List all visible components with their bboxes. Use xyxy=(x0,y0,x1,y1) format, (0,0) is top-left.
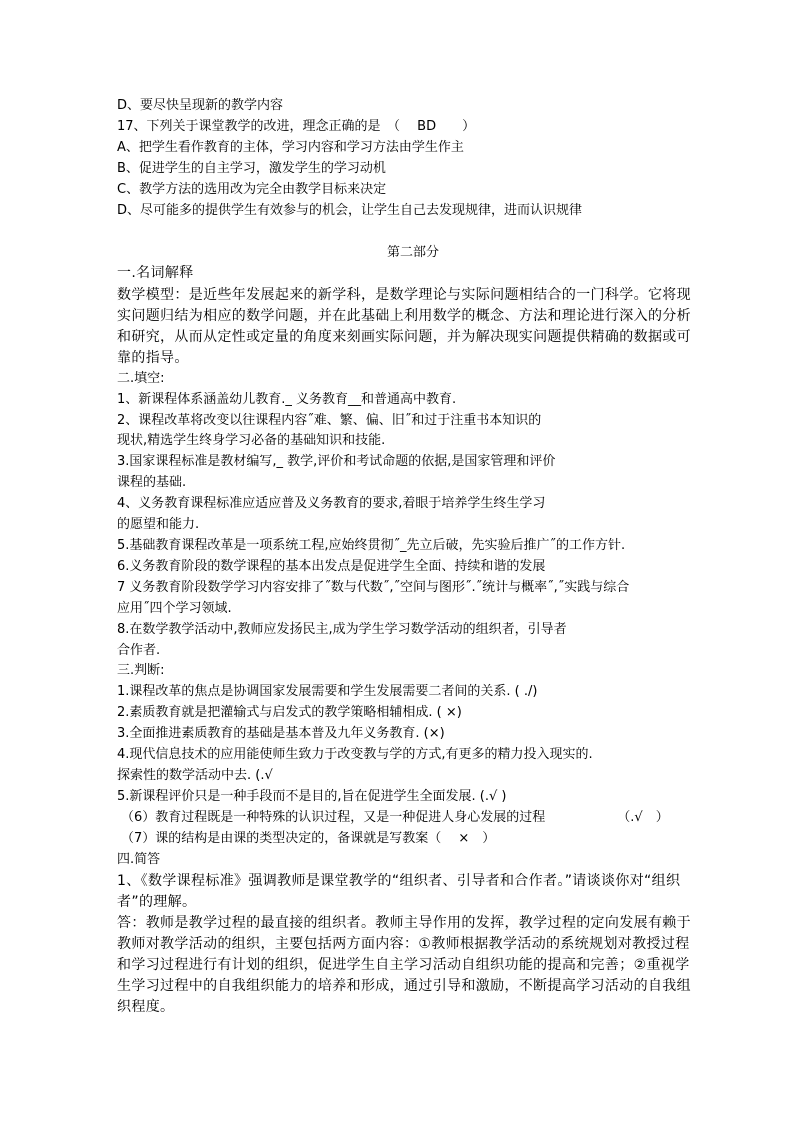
fill-line: 6.义务教育阶段的数学课程的基本出发点是促进学生全面、持续和谐的发展 xyxy=(117,559,546,574)
judge-item-6-text: （6）教育过程既是一种特殊的认识过程，又是一种促进人身心发展的过程 xyxy=(121,810,546,825)
fill-line: 2、课程改革将改变以往课程内容˝难、繁、偏、旧˝和过于注重书本知识的 xyxy=(117,413,542,428)
terms-line: 数学模型：是近些年发展起来的新学科，是数学理论与实际问题相结合的一门科学。它将现 xyxy=(117,287,691,303)
judge-item-6 xyxy=(121,808,669,828)
terms-line: 靠的指导。 xyxy=(117,350,189,366)
fill-line: 合作者. xyxy=(117,643,161,658)
part-two-heading: 第二部分 xyxy=(386,245,439,260)
fill-line: 8.在数学教学活动中,教师应发扬民主,成为学生学习数学活动的组织者，引导者 xyxy=(117,622,567,637)
judge-item-6-answer: （.√ ） xyxy=(617,810,669,825)
judge-line: 5.新课程评价只是一种手段而不是目的,旨在促进学生全面发展. (.√ ) xyxy=(117,789,507,804)
judge-item-7: （7）课的结构是由课的类型决定的，备课就是写教案（ × ） xyxy=(121,831,496,846)
q17-stem: 17、下列关于课堂教学的改进，理念正确的是 （ BD ） xyxy=(117,119,476,134)
q17-option-c: C、教学方法的选用改为完全由教学目标来决定 xyxy=(117,182,387,197)
fill-line: 的愿望和能力. xyxy=(117,517,200,532)
q16-option-d: D、要尽快呈现新的教学内容 xyxy=(117,98,284,113)
short-question-line: 1、《数学课程标准》强调教师是课堂教学的“组织者、引导者和合作者。”请谈谈你对“组织 xyxy=(117,873,681,889)
judge-line: 1.课程改革的焦点是协调国家发展需要和学生发展需要二者间的关系. ( ./) xyxy=(117,684,538,699)
q17-option-b: B、促进学生的自主学习，激发学生的学习动机 xyxy=(117,161,386,176)
judge-line: 2.素质教育就是把灌输式与启发式的教学策略相辅相成. ( ×) xyxy=(117,705,462,720)
fill-line: 应用˝四个学习领域. xyxy=(117,601,232,616)
fill-line: 现状,精选学生终身学习必备的基础知识和技能. xyxy=(117,433,386,448)
fill-line: 4、义务教育课程标准应适应普及义务教育的要求,着眼于培养学生终生学习 xyxy=(117,496,546,511)
terms-section-title: 一.名词解释 xyxy=(117,265,194,281)
short-answer-line: 和学习过程进行有计划的组织，促进学生自主学习活动自组织功能的提高和完善；②重视学 xyxy=(117,957,690,973)
terms-line: 实问题归结为相应的数学问题，并在此基础上利用数学的概念、方法和理论进行深入的分析 xyxy=(117,308,691,324)
fill-line: 5.基础教育课程改革是一项系统工程,应始终贯彻˝_先立后破，先实验后推广˝的工作方针. xyxy=(117,538,626,553)
q17-option-a: A、把学生看作教育的主体，学习内容和学习方法由学生作主 xyxy=(117,140,464,155)
fill-line: 7 义务教育阶段数学学习内容安排了˝数与代数˝,˝空间与图形˝.˝统计与概率˝,˝实践与综合 xyxy=(117,580,630,595)
fill-section-title: 二.填空: xyxy=(117,371,165,386)
judge-section-title: 三.判断: xyxy=(117,663,165,678)
short-answer-line: 织程度。 xyxy=(117,999,175,1015)
short-section-title: 四.简答 xyxy=(117,852,161,867)
short-question-line: 者”的理解。 xyxy=(117,894,197,910)
fill-line: 3.国家课程标准是教材编写,_ 教学,评价和考试命题的依据,是国家管理和评价 xyxy=(117,454,556,469)
short-answer-line: 答：教师是教学过程的最直接的组织者。教师主导作用的发挥，教学过程的定向发展有赖于 xyxy=(117,915,691,931)
fill-line: 课程的基础. xyxy=(117,475,187,490)
short-answer-line: 教师对教学活动的组织，主要包括两方面内容：①教师根据教学活动的系统规划对教授过程 xyxy=(117,936,690,952)
judge-line: 4.现代信息技术的应用能使师生致力于改变教与学的方式,有更多的精力投入现实的. xyxy=(117,747,593,762)
fill-line: 1、新课程体系涵盖幼儿教育._ 义务教育__和普通高中教育. xyxy=(117,392,457,407)
terms-line: 和研究，从而从定性或定量的角度来刻画实际问题，并为解决现实问题提供精确的数据或可 xyxy=(117,329,691,345)
judge-line: 3.全面推进素质教育的基础是基本普及九年义务教育. (×) xyxy=(117,726,445,741)
q17-option-d: D、尽可能多的提供学生有效参与的机会，让学生自己去发现规律，进而认识规律 xyxy=(117,203,583,218)
judge-line: 探索性的数学活动中去. (.√ xyxy=(117,768,273,783)
short-answer-line: 生学习过程中的自我组织能力的培养和形成，通过引导和激励，不断提高学习活动的自我组 xyxy=(117,978,691,994)
